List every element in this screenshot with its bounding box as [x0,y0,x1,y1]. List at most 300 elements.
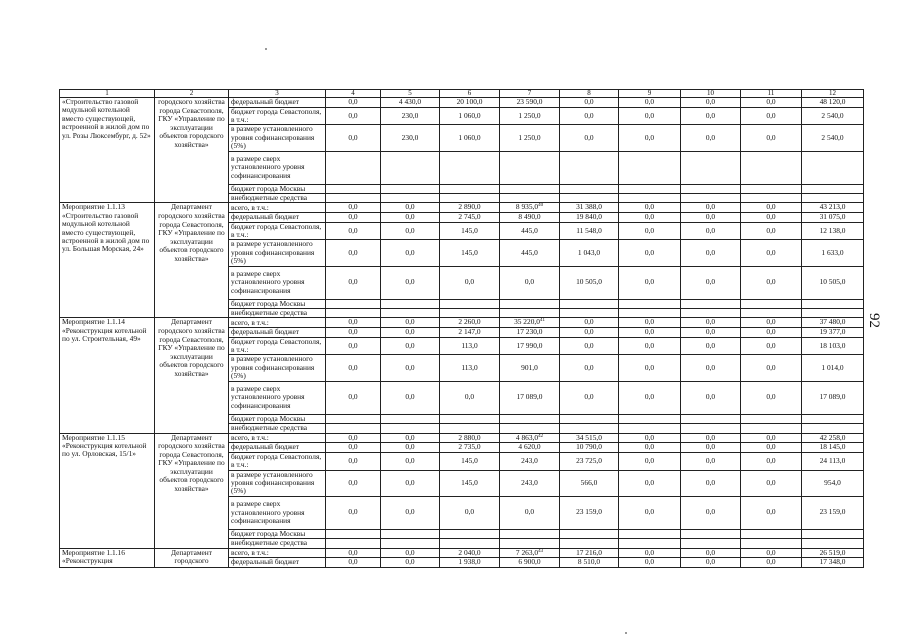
value-cell-col6 [440,443,500,453]
value-cell-col11 [741,266,802,299]
value-cell-col11 [741,337,802,355]
value-text: 0,0 [705,392,716,402]
value-cell-col9 [619,309,681,318]
value-cell-col12 [802,443,864,453]
value-text: 0,0 [705,557,716,567]
value-text: 0,0 [405,433,415,442]
value-text: 0,0 [584,132,594,142]
executor-cell: Департамент городского хозяйства города Севастополя, ГКУ «Управление по эксплуатации объектов городского хозяйства» [155,433,229,548]
value-cell-col12 [802,98,864,108]
value-cell-col6 [440,299,500,308]
value-text: 0,0 [766,277,776,287]
value-text: 0,0 [766,202,776,212]
value-cell-col12 [802,381,864,414]
value-cell-col12 [802,309,864,318]
value-text: 37 480,0 [819,317,846,327]
value-text: 145,0 [461,247,478,257]
value-text: 0,0 [348,392,358,402]
value-cell-col6 [440,381,500,414]
value-text: 0,0 [524,507,535,517]
value-cell-col11 [741,424,802,433]
value-text: 0,0 [644,392,655,402]
value-cell-col4 [326,98,381,108]
header-cell-9: 9 [619,90,681,98]
value-text: 23 725,0 [576,455,602,465]
value-text: 0,0 [405,212,415,222]
value-text: 12 138,0 [819,225,846,235]
value-text: 0,0 [348,97,358,106]
value-cell-col10 [681,452,741,470]
value-cell-col7 [500,337,560,355]
value-text: 0,0 [705,477,716,487]
value-cell-col4 [326,107,381,125]
value-cell-col4 [326,452,381,470]
value-cell-col8 [560,107,619,125]
value-cell-col6 [440,558,500,568]
value-text: 0,0 [644,442,655,452]
value-text: 0,0 [348,340,358,350]
source-cell: в размере установленного уровня софинансирования (5%) [229,470,326,496]
value-text: 0,0 [584,392,594,402]
value-text: 0,0 [644,97,655,106]
value-cell-col10 [681,203,741,213]
value-cell-col7 [500,529,560,538]
source-cell: всего, в т.ч.: [229,318,326,328]
value-text: 0,0 [348,247,358,257]
value-cell-col5 [381,299,440,308]
value-cell-col6 [440,529,500,538]
value-text: 2 540,0 [821,132,844,142]
value-cell-col6 [440,309,500,318]
value-cell-col8 [560,328,619,338]
value-cell-col6 [440,470,500,496]
value-cell-col10 [681,194,741,203]
value-cell-col7 [500,548,560,558]
value-text: 8 935,0 [515,202,539,212]
value-cell-col10 [681,381,741,414]
value-cell-col10 [681,414,741,423]
value-cell-col10 [681,98,741,108]
value-cell-col10 [681,328,741,338]
value-cell-col12 [802,299,864,308]
header-cell-12: 12 [802,90,864,98]
value-text: 566,0 [580,477,598,487]
value-text: 0,0 [705,202,716,212]
value-text: 0,0 [405,340,415,350]
value-cell-col7 [500,213,560,223]
value-cell-col10 [681,151,741,184]
value-cell-col11 [741,184,802,193]
scan-speck [265,48,267,50]
value-cell-col11 [741,328,802,338]
value-text: 0,0 [766,327,776,337]
value-text: 0,0 [705,132,716,142]
scan-speck [625,632,627,634]
value-text: 42 258,0 [819,433,846,442]
value-text: 0,0 [705,225,716,235]
value-cell-col10 [681,337,741,355]
footnote-marker: 42 [538,433,544,439]
table-row [60,98,864,108]
value-cell-col4 [326,496,381,529]
value-cell-col4 [326,318,381,328]
value-text: 0,0 [644,507,655,517]
value-cell-col7 [500,443,560,453]
value-text: 0,0 [766,247,776,257]
value-cell-col12 [802,470,864,496]
value-text: 8 510,0 [577,557,601,567]
value-text: 0,0 [464,507,475,517]
value-cell-col9 [619,452,681,470]
source-cell: всего, в т.ч.: [229,433,326,443]
value-text: 1 014,0 [821,362,844,372]
value-cell-col6 [440,539,500,548]
value-cell-col7 [500,496,560,529]
header-cell-3: 3 [229,90,326,98]
value-text: 0,0 [348,507,358,517]
value-text: 0,0 [405,507,415,517]
value-cell-col10 [681,539,741,548]
value-cell-col8 [560,529,619,538]
value-cell-col4 [326,539,381,548]
value-text: 0,0 [766,548,776,557]
value-cell-col6 [440,240,500,266]
value-cell-col7 [500,240,560,266]
page-number: 92 [866,313,882,328]
value-cell-col11 [741,125,802,151]
value-cell-col7 [500,203,560,213]
footnote-marker: 40 [538,203,544,209]
value-cell-col8 [560,539,619,548]
value-cell-col7 [500,433,560,443]
source-cell: федеральный бюджет [229,443,326,453]
value-cell-col5 [381,529,440,538]
value-text: 10 505,0 [576,277,602,287]
value-cell-col6 [440,414,500,423]
value-cell-col4 [326,558,381,568]
value-text: 0,0 [405,455,415,465]
executor-cell: Департамент городского хозяйства города Севастополя, ГКУ «Управление по эксплуатации объектов городского хозяйства» [155,318,229,433]
value-cell-col6 [440,355,500,381]
value-cell-col11 [741,558,802,568]
header-cell-5: 5 [381,90,440,98]
value-cell-col9 [619,529,681,538]
value-text: 445,0 [521,225,538,235]
table-row [60,433,864,443]
value-text: 11 548,0 [576,225,602,235]
value-text: 0,0 [705,507,716,517]
value-cell-col8 [560,355,619,381]
value-cell-col11 [741,539,802,548]
value-cell-col7 [500,470,560,496]
value-cell-col8 [560,213,619,223]
value-cell-col9 [619,194,681,203]
table-body [60,90,864,568]
value-cell-col7 [500,452,560,470]
value-text: 0,0 [584,97,594,106]
value-cell-col11 [741,355,802,381]
value-text: 0,0 [405,327,415,337]
value-cell-col5 [381,470,440,496]
value-text: 0,0 [348,327,358,337]
value-cell-col6 [440,98,500,108]
value-text: 0,0 [405,225,415,235]
value-text: 17 990,0 [516,340,543,350]
value-cell-col9 [619,433,681,443]
value-text: 0,0 [644,548,655,557]
value-cell-col8 [560,548,619,558]
value-cell-col6 [440,424,500,433]
value-cell-col10 [681,309,741,318]
value-text: 2 735,0 [458,442,481,452]
value-text: 0,0 [584,362,594,372]
value-cell-col8 [560,424,619,433]
value-cell-col4 [326,381,381,414]
value-text: 0,0 [644,327,655,337]
source-cell: внебюджетные средства [229,539,326,548]
value-cell-col5 [381,496,440,529]
footnote-marker: 41 [539,318,545,324]
value-cell-col4 [326,240,381,266]
source-cell: всего, в т.ч.: [229,548,326,558]
value-text: 2 540,0 [821,110,844,120]
value-text: 2 040,0 [458,548,481,557]
value-cell-col10 [681,318,741,328]
source-cell: бюджет города Севастополя, в т.ч.: [229,337,326,355]
value-cell-col4 [326,151,381,184]
value-cell-col7 [500,355,560,381]
value-cell-col12 [802,203,864,213]
source-cell: внебюджетные средства [229,309,326,318]
value-cell-col9 [619,558,681,568]
value-text: 0,0 [705,317,716,327]
source-cell: в размере установленного уровня софинансирования (5%) [229,355,326,381]
value-text: 23 159,0 [576,507,602,517]
value-text: 145,0 [461,455,478,465]
value-cell-col5 [381,194,440,203]
header-row [60,90,864,98]
value-text: 4 430,0 [398,97,422,106]
footnote-marker: 43 [538,548,544,554]
value-cell-col7 [500,558,560,568]
value-text: 0,0 [705,455,716,465]
value-text: 0,0 [405,362,415,372]
source-cell: федеральный бюджет [229,328,326,338]
value-cell-col8 [560,98,619,108]
value-cell-col4 [326,337,381,355]
value-cell-col8 [560,381,619,414]
value-text: 0,0 [464,392,475,402]
value-text: 0,0 [524,277,535,287]
value-text: 48 120,0 [819,97,846,106]
value-text: 19 377,0 [819,327,846,337]
value-cell-col11 [741,203,802,213]
value-cell-col6 [440,548,500,558]
value-text: 0,0 [584,340,594,350]
value-text: 35 220,0 [514,317,540,327]
value-cell-col12 [802,240,864,266]
source-cell: федеральный бюджет [229,213,326,223]
activity-cell: Мероприятие 1.1.15 «Реконструкция котельной по ул. Орловская, 15/1» [60,433,155,548]
value-cell-col11 [741,194,802,203]
value-cell-col10 [681,107,741,125]
value-text: 0,0 [705,362,716,372]
value-text: 0,0 [705,340,716,350]
value-cell-col5 [381,107,440,125]
value-text: 0,0 [766,110,776,120]
value-cell-col9 [619,213,681,223]
value-cell-col9 [619,107,681,125]
value-cell-col8 [560,309,619,318]
value-cell-col8 [560,337,619,355]
value-cell-col6 [440,194,500,203]
value-cell-col6 [440,213,500,223]
value-text: 43 213,0 [819,202,846,212]
value-cell-col9 [619,381,681,414]
value-cell-col5 [381,309,440,318]
value-text: 0,0 [705,433,716,442]
value-text: 19 840,0 [576,212,602,222]
value-text: 0,0 [766,507,776,517]
value-text: 0,0 [766,557,776,567]
value-text: 0,0 [766,340,776,350]
value-cell-col12 [802,529,864,538]
table-row [60,548,864,558]
value-cell-col9 [619,203,681,213]
value-text: 0,0 [705,442,716,452]
value-cell-col6 [440,151,500,184]
value-cell-col7 [500,266,560,299]
value-cell-col4 [326,414,381,423]
value-cell-col8 [560,299,619,308]
value-cell-col8 [560,266,619,299]
value-text: 0,0 [766,477,776,487]
value-cell-col5 [381,98,440,108]
value-text: 2 890,0 [458,202,481,212]
value-text: 0,0 [348,225,358,235]
value-text: 7 263,0 [515,548,539,557]
source-cell: бюджет города Москвы [229,414,326,423]
header-cell-7: 7 [500,90,560,98]
value-text: 0,0 [644,362,655,372]
value-cell-col10 [681,355,741,381]
value-text: 0,0 [766,433,776,442]
value-cell-col6 [440,125,500,151]
value-cell-col6 [440,184,500,193]
value-cell-col10 [681,222,741,240]
value-text: 2 880,0 [458,433,481,442]
source-cell: бюджет города Севастополя, в т.ч.: [229,107,326,125]
value-cell-col4 [326,548,381,558]
value-cell-col11 [741,452,802,470]
value-cell-col4 [326,470,381,496]
value-text: 113,0 [461,362,478,372]
value-cell-col9 [619,184,681,193]
value-cell-col11 [741,98,802,108]
value-text: 901,0 [521,362,538,372]
value-cell-col4 [326,328,381,338]
value-text: 954,0 [824,477,841,487]
value-text: 0,0 [705,247,716,257]
value-text: 0,0 [348,477,358,487]
value-text: 23 159,0 [819,507,846,517]
source-cell: федеральный бюджет [229,98,326,108]
value-cell-col11 [741,381,802,414]
value-text: 1 633,0 [821,247,844,257]
value-text: 0,0 [644,110,655,120]
source-cell: бюджет города Москвы [229,529,326,538]
value-cell-col9 [619,548,681,558]
value-cell-col4 [326,213,381,223]
value-cell-col10 [681,558,741,568]
value-cell-col9 [619,151,681,184]
value-text: 0,0 [644,455,655,465]
value-cell-col5 [381,539,440,548]
value-cell-col5 [381,240,440,266]
value-text: 17 216,0 [576,548,602,557]
value-text: 0,0 [405,247,415,257]
value-text: 0,0 [348,212,358,222]
value-cell-col10 [681,470,741,496]
value-text: 0,0 [766,225,776,235]
value-cell-col9 [619,98,681,108]
value-text: 2 745,0 [458,212,481,222]
value-cell-col5 [381,151,440,184]
value-text: 20 100,0 [456,97,483,106]
value-cell-col6 [440,328,500,338]
value-cell-col4 [326,194,381,203]
value-cell-col12 [802,328,864,338]
value-text: 0,0 [705,212,716,222]
value-cell-col5 [381,355,440,381]
value-cell-col11 [741,299,802,308]
value-cell-col7 [500,328,560,338]
table-row [60,318,864,328]
value-cell-col4 [326,424,381,433]
value-text: 0,0 [348,362,358,372]
value-cell-col4 [326,309,381,318]
value-cell-col12 [802,222,864,240]
value-cell-col7 [500,381,560,414]
value-cell-col12 [802,414,864,423]
value-cell-col5 [381,203,440,213]
value-text: 0,0 [405,477,415,487]
header-cell-1: 1 [60,90,155,98]
value-text: 0,0 [644,202,655,212]
value-cell-col6 [440,318,500,328]
value-text: 0,0 [766,455,776,465]
value-cell-col12 [802,151,864,184]
value-cell-col11 [741,151,802,184]
source-cell: бюджет города Севастополя, в т.ч.: [229,222,326,240]
value-text: 17 230,0 [516,327,543,337]
value-cell-col12 [802,433,864,443]
value-cell-col4 [326,433,381,443]
value-text: 0,0 [584,317,594,327]
value-cell-col12 [802,194,864,203]
value-text: 0,0 [766,132,776,142]
value-cell-col5 [381,318,440,328]
value-cell-col5 [381,443,440,453]
header-cell-6: 6 [440,90,500,98]
value-text: 0,0 [348,455,358,465]
value-text: 1 938,0 [458,557,481,567]
value-text: 230,0 [401,110,419,120]
value-cell-col6 [440,337,500,355]
value-cell-col10 [681,213,741,223]
value-cell-col9 [619,414,681,423]
value-cell-col12 [802,424,864,433]
